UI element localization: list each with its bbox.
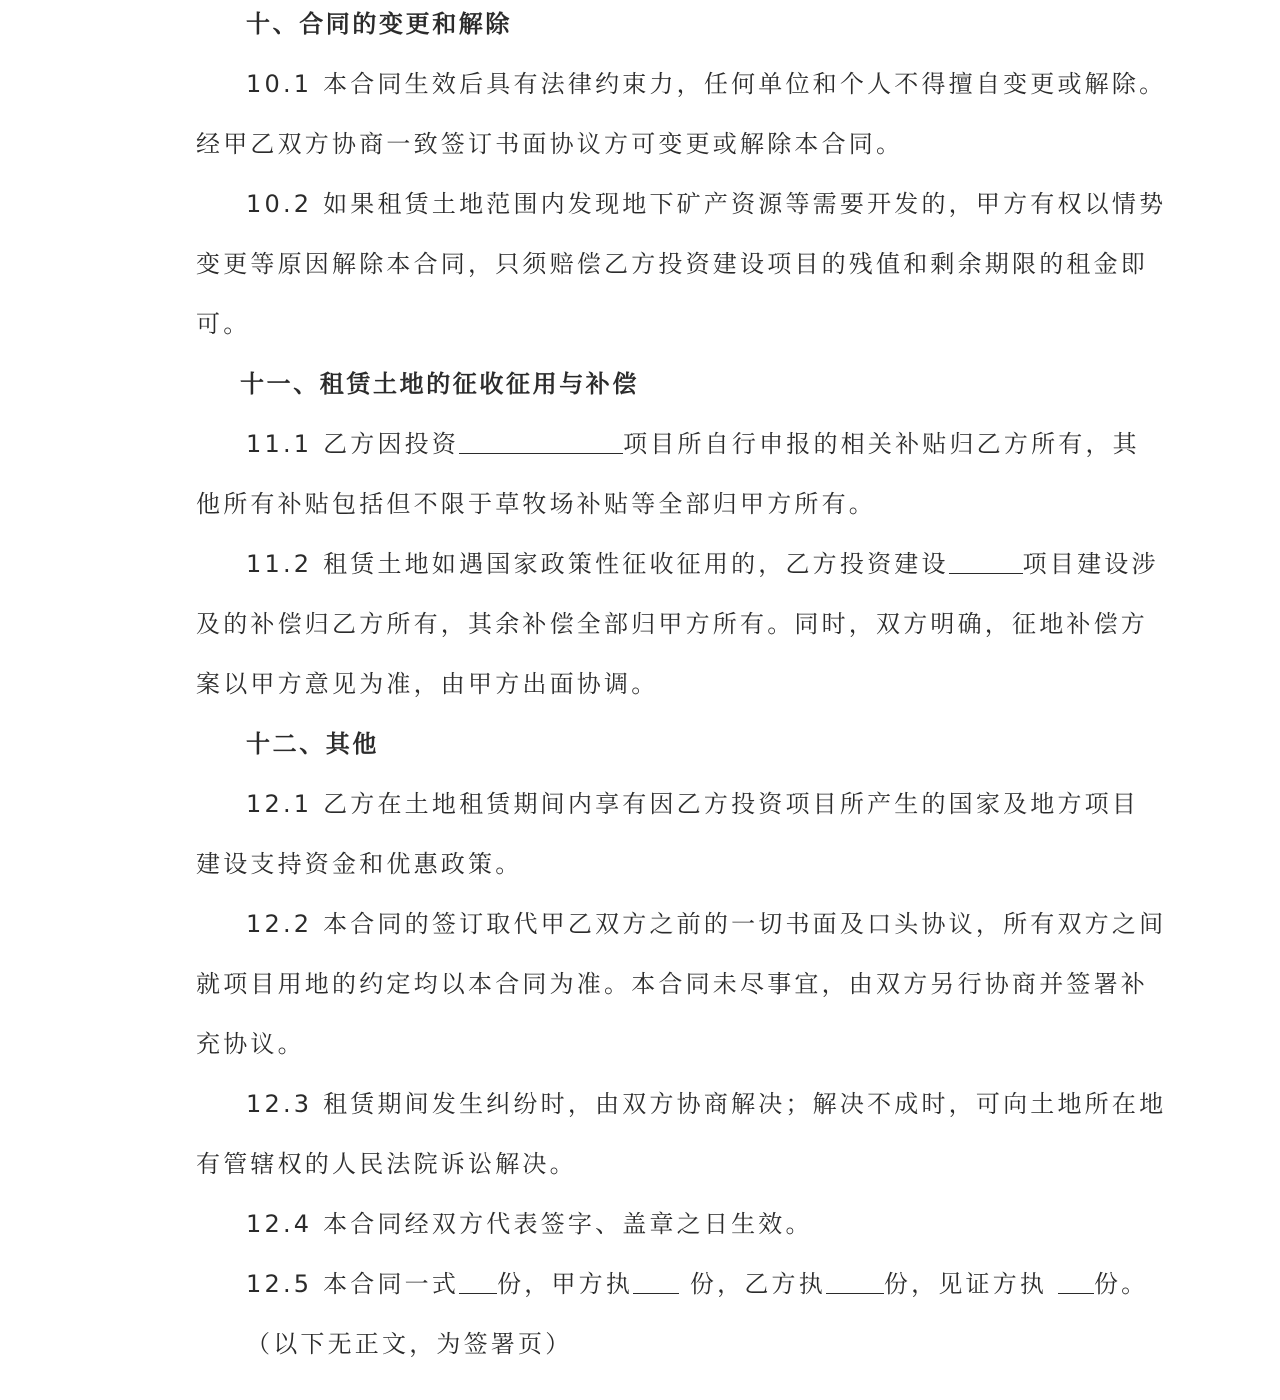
section-heading-11: 十一、租赁土地的征收征用与补偿	[240, 370, 639, 398]
clause-11-1-line-2: 他所有补贴包括但不限于草牧场补贴等全部归甲方所有。	[196, 490, 876, 518]
clause-11-2-text-before: 11.2 租赁土地如遇国家政策性征收征用的，乙方投资建设	[246, 550, 949, 578]
project-name-blank	[459, 427, 623, 454]
clause-12-3-line-2: 有管辖权的人民法院诉讼解决。	[196, 1150, 577, 1178]
clause-12-5-part-5: 份。	[1093, 1270, 1149, 1298]
clause-12-5-part-4: 份，见证方执	[883, 1270, 1048, 1298]
clause-12-3-line-1: 12.3 租赁期间发生纠纷时，由双方协商解决；解决不成时，可向土地所在地	[246, 1090, 1167, 1118]
clause-11-2-line-3: 案以甲方意见为准，由甲方出面协调。	[196, 670, 659, 698]
clause-12-4: 12.4 本合同经双方代表签字、盖章之日生效。	[246, 1210, 813, 1238]
clause-10-2-line-3: 可。	[196, 310, 251, 338]
clause-12-1-line-2: 建设支持资金和优惠政策。	[196, 850, 523, 878]
total-copies-blank	[459, 1267, 497, 1294]
clause-11-2-line-1	[246, 547, 1159, 581]
construction-project-blank	[949, 547, 1023, 574]
clause-10-2-line-2: 变更等原因解除本合同，只须赔偿乙方投资建设项目的残值和剩余期限的租金即	[196, 250, 1148, 278]
witness-copies-blank	[1058, 1267, 1094, 1294]
clause-11-1-text-after: 项目所自行申报的相关补贴归乙方所有，其	[623, 430, 1140, 458]
clause-10-2-line-1: 10.2 如果租赁土地范围内发现地下矿产资源等需要开发的，甲方有权以情势	[246, 190, 1167, 218]
end-note: （以下无正文，为签署页）	[246, 1330, 573, 1358]
clause-11-1-text-before: 11.1 乙方因投资	[246, 430, 460, 458]
party-a-copies-blank	[633, 1267, 679, 1294]
clause-10-1-line-1: 10.1 本合同生效后具有法律约束力，任何单位和个人不得擅自变更或解除。	[246, 70, 1167, 98]
section-heading-10: 十、合同的变更和解除	[246, 10, 512, 38]
clause-12-1-line-1: 12.1 乙方在土地租赁期间内享有因乙方投资项目所产生的国家及地方项目	[246, 790, 1140, 818]
clause-11-2-text-after: 项目建设涉	[1022, 550, 1159, 578]
clause-12-5-part-2: 份，甲方执	[497, 1270, 634, 1298]
clause-11-2-line-2: 及的补偿归乙方所有，其余补偿全部归甲方所有。同时，双方明确，征地补偿方	[196, 610, 1148, 638]
clause-11-1-line-1	[246, 427, 1146, 461]
clause-12-2-line-3: 充协议。	[196, 1030, 305, 1058]
clause-12-5-part-3: 份，乙方执	[689, 1270, 826, 1298]
clause-12-2-line-2: 就项目用地的约定均以本合同为准。本合同未尽事宜，由双方另行协商并签署补	[196, 970, 1148, 998]
clause-12-2-line-1: 12.2 本合同的签订取代甲乙双方之前的一切书面及口头协议，所有双方之间	[246, 910, 1167, 938]
section-heading-12: 十二、其他	[246, 730, 379, 758]
clause-12-5-part-1: 12.5 本合同一式	[246, 1270, 460, 1298]
party-b-copies-blank	[826, 1267, 884, 1294]
clause-12-5	[246, 1267, 1149, 1301]
clause-10-1-line-2: 经甲乙双方协商一致签订书面协议方可变更或解除本合同。	[196, 130, 904, 158]
